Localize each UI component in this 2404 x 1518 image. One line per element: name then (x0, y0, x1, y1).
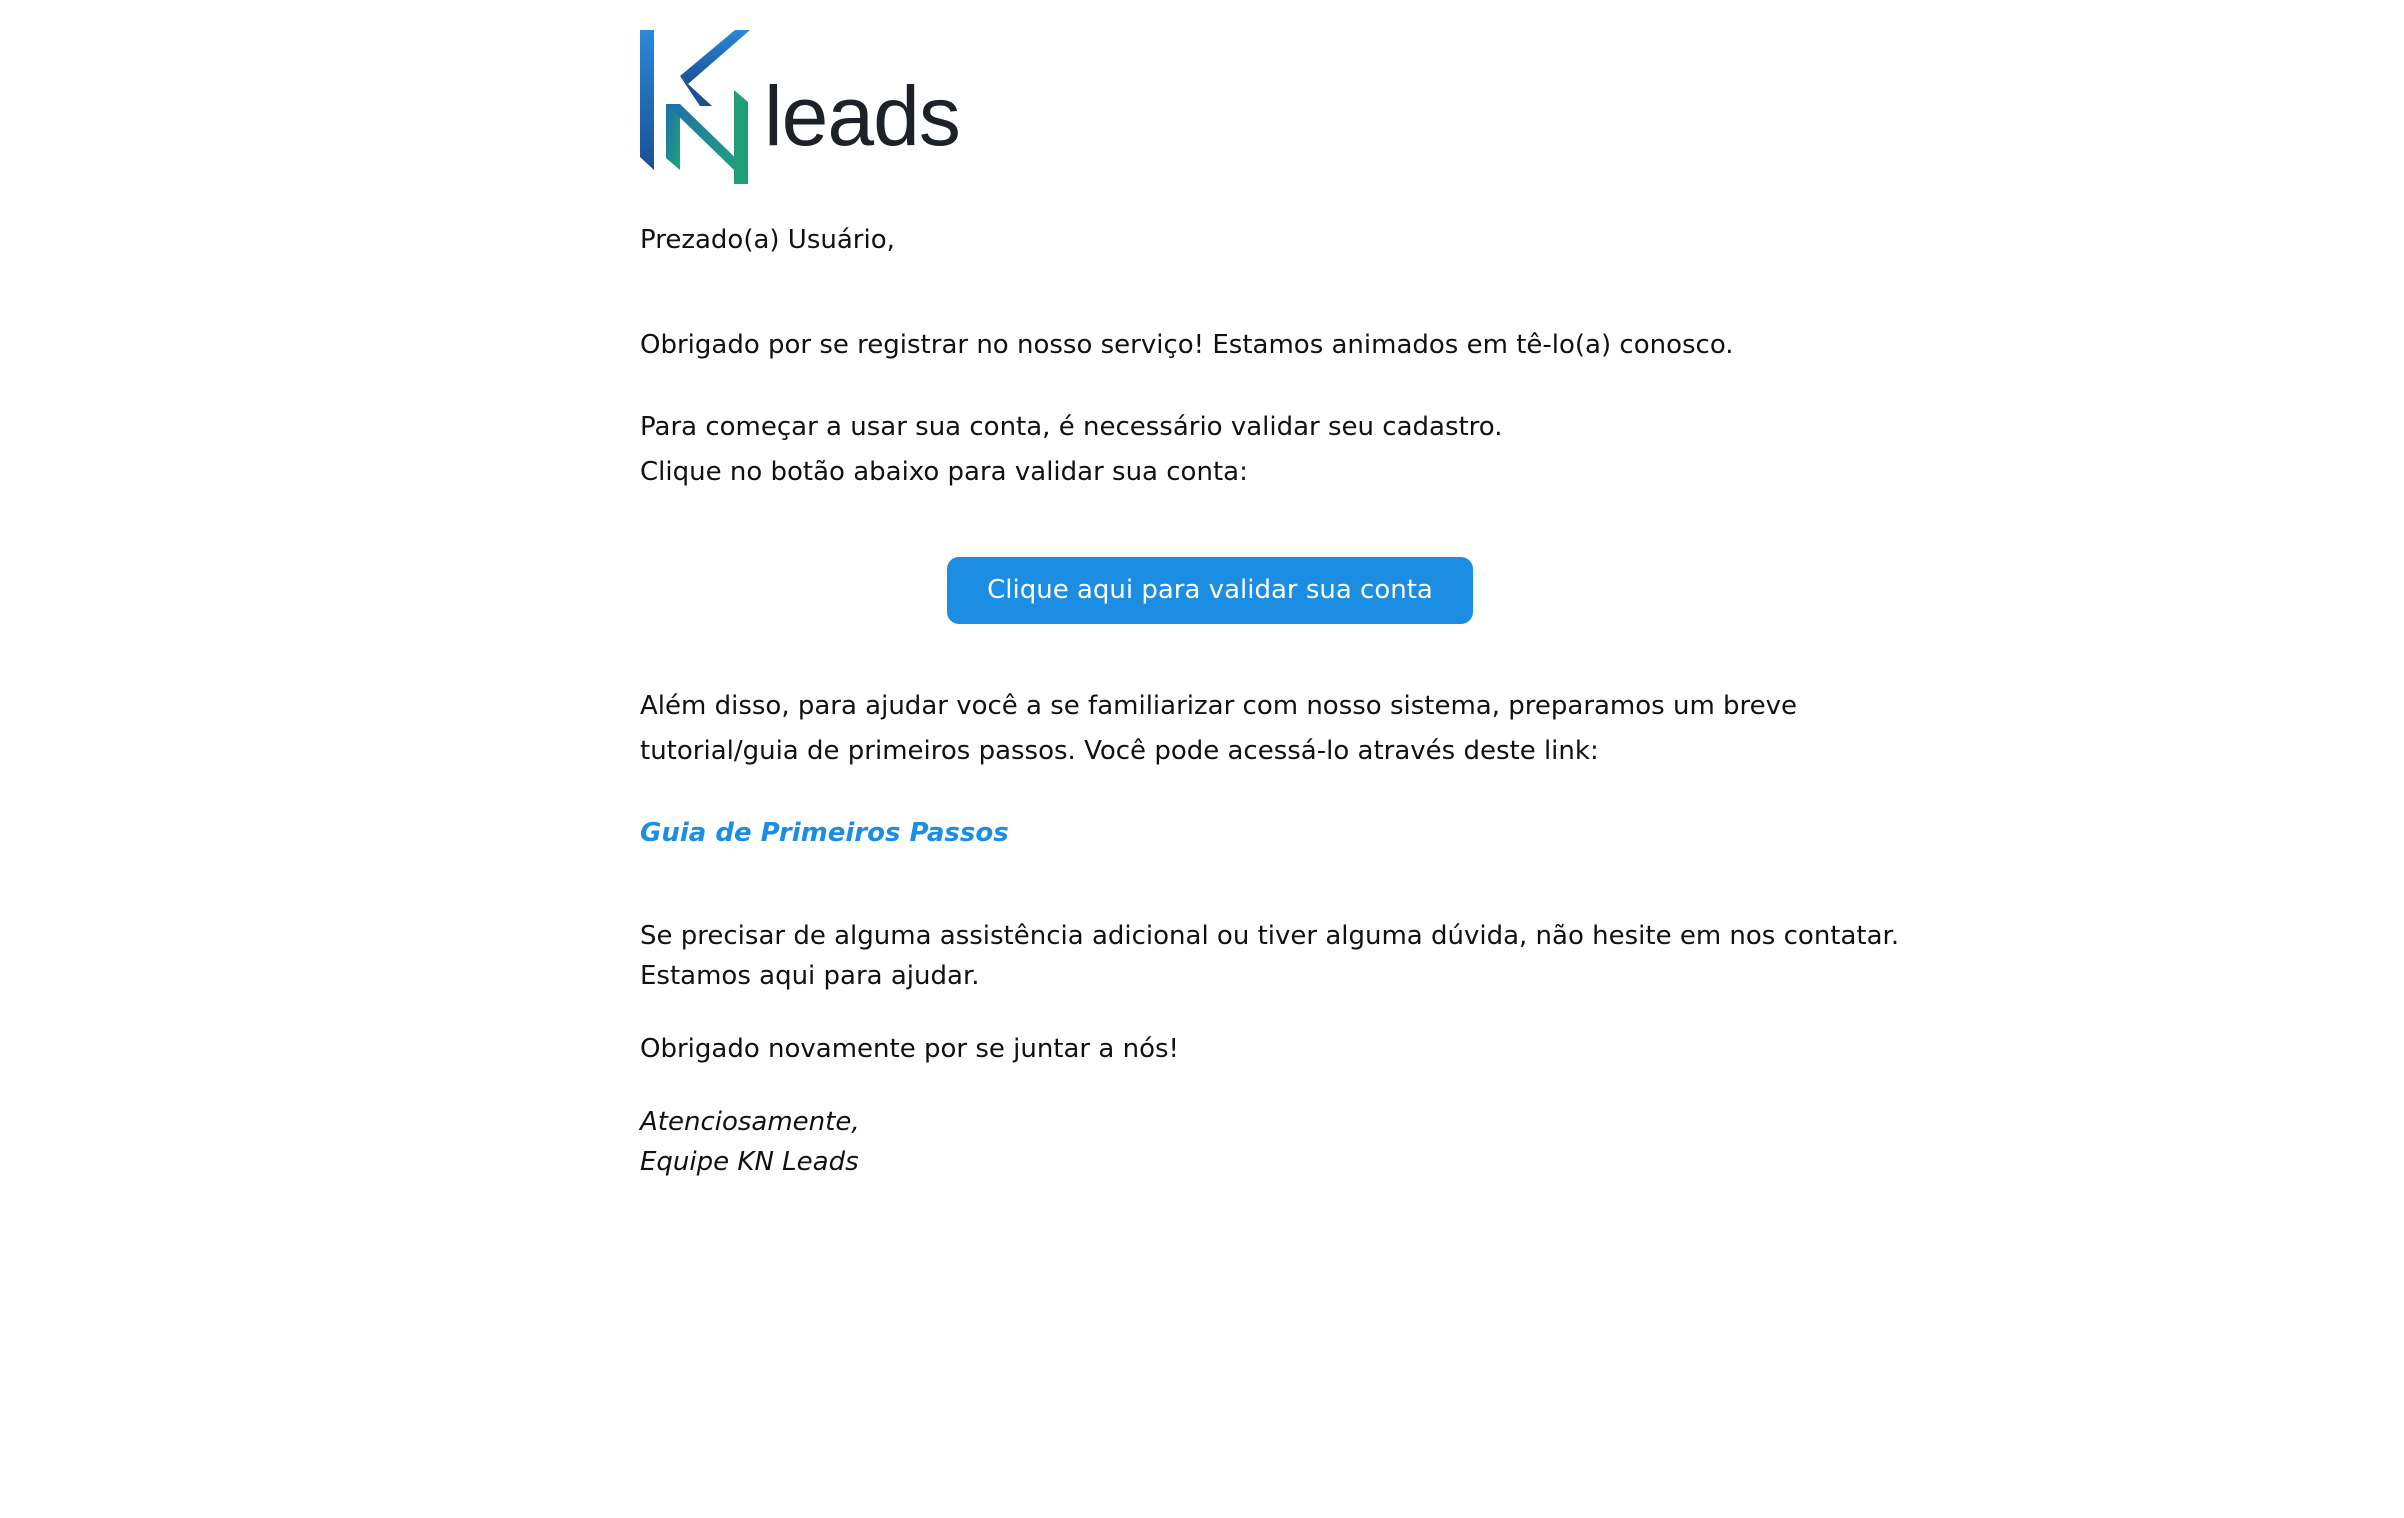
instructions-line-1: Para começar a usar sua conta, é necessário validar seu cadastro. (640, 412, 1503, 442)
signoff-text: Atenciosamente, (640, 1107, 860, 1137)
help-line-1: Se precisar de alguma assistência adicional ou tiver alguma dúvida, não hesite em nos contatar. (640, 921, 1900, 951)
help-line-2: Estamos aqui para ajudar. (640, 961, 980, 991)
email-body (640, 30, 1900, 1182)
greeting-text: Prezado(a) Usuário, (640, 225, 895, 255)
button-container (640, 557, 1780, 624)
kn-leads-logo (640, 30, 1780, 184)
instructions-line-2: Clique no botão abaixo para validar sua conta: (640, 457, 1248, 487)
tutorial-paragraph (640, 684, 1798, 774)
kn-logo-icon (640, 30, 750, 184)
logo-wordmark: leads (764, 69, 960, 163)
tutorial-line-1: Além disso, para ajudar você a se familiarizar com nosso sistema, preparamos um breve (640, 691, 1798, 721)
help-paragraph (640, 916, 1900, 996)
instructions (640, 405, 1780, 495)
signature-text: Equipe KN Leads (640, 1147, 859, 1177)
thanks-text: Obrigado por se registrar no nosso serviço! Estamos animados em tê-lo(a) conosco. (640, 330, 1734, 360)
thanks-again-text: Obrigado novamente por se juntar a nós! (640, 1034, 1179, 1064)
first-steps-guide-link[interactable]: Guia de Primeiros Passos (640, 818, 1009, 848)
validate-account-button[interactable]: Clique aqui para validar sua conta (947, 557, 1473, 624)
signature-block (640, 1102, 1780, 1182)
tutorial-line-2: tutorial/guia de primeiros passos. Você pode acessá-lo através deste link: (640, 736, 1599, 766)
